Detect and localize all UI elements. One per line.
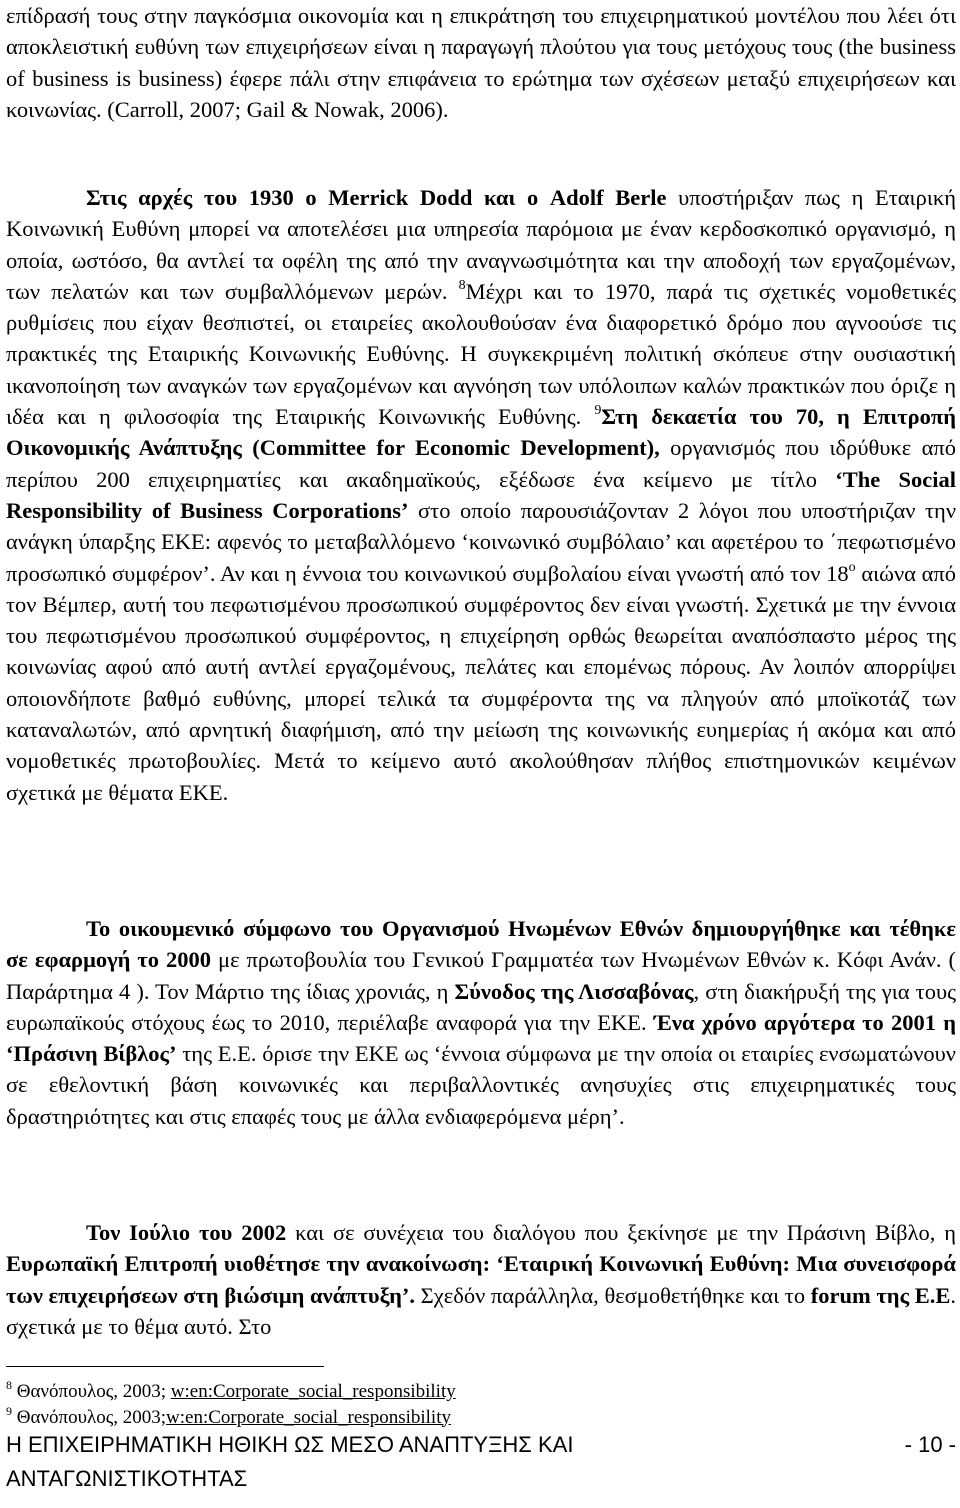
- paragraph-intro-continuation: [6, 0, 956, 125]
- paragraph-text: Μέχρι και το 1970, παρά τις σχετικές νομοθετικές ρυθμίσεις που είχαν θεσπιστεί, οι εταιρείες ακολουθούσαν ένα διαφορετικό δρόμο που αγνοούσε τις πρακτικές της Εταιρικής Κοινωνικής Ευθύνης. Η συγκεκριμένη πολιτική σκόπευε στην ουσιαστική ικανοποίηση των αναγκών των εργαζομένων και αγνόηση των υπόλοιπων καλών πρακτικών που όριζε η ιδέα και η φιλοσοφία της Εταιρικής Κοινωνικής Ευθύνης.: [6, 278, 956, 430]
- footer-title: Η ΕΠΙΧΕΙΡΗΜΑΤΙΚΗ ΗΘΙΚΗ ΩΣ ΜΕΣΟ ΑΝΑΠΤΥΞΗΣ ΚΑΙ ΑΝΤΑΓΩΝΙΣΤΙΚΟΤΗΤΑΣ: [6, 1432, 574, 1491]
- bold-phrase: Τον Ιούλιο του 2002: [86, 1220, 287, 1245]
- page-number: - 10 -: [904, 1432, 956, 1457]
- paragraph-text: , στη διακήρυξή της για τους ευρωπαϊκούς στόχους έως το 2010, περιέλαβε αναφορά για την ΕΚΕ.: [6, 978, 956, 1035]
- paragraph-text: επίδρασή τους στην παγκόσμια οικονομία και η επικράτηση του επιχειρηματικού μοντέλου που λέει ότι αποκλειστική ευθύνη των επιχειρήσεων είναι η παραγωγή πλούτου για τους μετόχους τους (the business of business is business) έφερε πάλι στην επιφάνεια το ερώτημα των σχέσεων μεταξύ επιχειρήσεων και κοινωνίας. (Carroll, 2007; Gail & Nowak, 2006).: [6, 3, 956, 122]
- paragraph-text: αιώνα από τον Βέμπερ, αυτή του πεφωτισμένου προσωπικού συμφέροντος δεν είναι γνωστή. Σχετικά με την έννοια του πεφωτισμένου προσωπικού συμφέροντος, η επιχείρηση ορθώς θεωρείται αναπόσπαστο μέρος της κοινωνίας αφού από αυτή αντλεί εργαζομένους, πελάτες και επομένως πόρους. Αν λοιπόν απορρίψει οποιονδήποτε βαθμό ευθύνης, μπορεί τελικά τα συμφέροντα της να πληγούν από μποϊκοτάζ των καταναλωτών, από αρνητική διαφήμιση, από την μείωση της κοινωνικής ευημερίας ή ακόμα και από νομοθετικές πρωτοβουλίες. Μετά το κείμενο αυτό ακολούθησαν πλήθος επιστημονικών κειμένων σχετικά με θέματα ΕΚΕ.: [6, 560, 956, 805]
- footnote-separator: [6, 1366, 324, 1367]
- footnote-number: 9: [6, 1403, 12, 1418]
- bold-phrase: Στη δεκαετία του 70, η Επιτροπή Οικονομικής Ανάπτυξης (Committee for Economic Development),: [6, 404, 956, 461]
- bold-phrase: forum της Ε.Ε: [810, 1282, 951, 1308]
- paragraph-un-global-compact: [6, 913, 956, 1132]
- footnote-link[interactable]: w:en:Corporate_social_responsibility: [170, 1381, 456, 1402]
- footnote-item: [6, 1405, 906, 1431]
- footnote-text: Θανόπουλος, 2003;: [12, 1381, 171, 1402]
- paragraph-eu-commission: [6, 1217, 956, 1342]
- footnote-number: 8: [6, 1378, 12, 1392]
- bold-phrase: ‘The Social Responsibility of Business Corporations’: [6, 466, 956, 523]
- bold-phrase: Σύνοδος της Λισσαβόνας: [454, 978, 694, 1004]
- bold-phrase: Στις αρχές του 1930 ο Merrick Dodd και ο Adolf Berle: [86, 185, 667, 210]
- footnote-ref-8[interactable]: 8: [458, 277, 466, 293]
- paragraph-text: της Ε.Ε. όρισε την ΕΚΕ ως ‘έννοια σύμφωνα με την οποία οι εταιρίες ενσωματώνουν σε εθελοντική βάση κοινωνικές και περιβαλλοντικές ανησυχίες στις επιχειρηματικές τους δραστηριότητες και στις επαφές τους με άλλα ενδιαφερόμενα μέρη’.: [6, 1041, 956, 1129]
- footnote-ref-9[interactable]: 9: [594, 403, 602, 419]
- paragraph-text: οργανισμός που ιδρύθυκε από περίπου 200 επιχειρηματίες και ακαδημαϊκούς, εξέδωσε ένα κείμενο με τίτλο: [6, 435, 956, 492]
- footnotes: [6, 1379, 906, 1430]
- paragraph-text: και σε συνέχεια του διαλόγου που ξεκίνησε με την Πράσινη Βίβλο, η: [286, 1220, 957, 1245]
- paragraph-history: [6, 182, 956, 808]
- bold-phrase: Ευρωπαϊκή Επιτροπή υιοθέτησε την ανακοίνωση: ‘Εταιρική Κοινωνική Ευθύνη: Μια συνεισφορά των επιχειρήσεων στη βιώσιμη ανάπτυξη’.: [6, 1251, 956, 1308]
- bold-phrase: Ένα χρόνο αργότερα το 2001 η ‘Πράσινη Βίβλος’: [6, 1009, 956, 1067]
- footnote-text: Θανόπουλος, 2003;: [12, 1406, 167, 1428]
- paragraph-text: υποστήριξαν πως η Εταιρική Κοινωνική Ευθύνη μπορεί να αποτελέσει μια υπηρεσία παρόμοια με έναν κερδοσκοπικό οργανισμό, η οποία, ωστόσο, θα αντλεί τα οφέλη της από την αναγνωσιμότητα και την αποδοχή των εργαζομένων, των πελατών και των συμβαλλόμενων μερών.: [6, 185, 956, 304]
- footnote-item: [6, 1379, 906, 1405]
- footnote-link[interactable]: w:en:Corporate_social_responsibility: [166, 1406, 451, 1428]
- bold-phrase: Το οικουμενικό σύμφωνο του Οργανισμού Ηνωμένων Εθνών δημιουργήθηκε και τέθηκε σε εφαρμογή το 2000: [6, 916, 956, 973]
- paragraph-text: με πρωτοβουλία του Γενικού Γραμματέα των Ηνωμένων Εθνών κ. Κόφι Ανάν. ( Παράρτημα 4 ). Τον Μάρτιο της ίδιας χρονιάς, η: [6, 947, 956, 1004]
- paragraph-text: Σχεδόν παράλληλα, θεσμοθετήθηκε και το: [415, 1282, 811, 1308]
- paragraph-text: . σχετικά με το θέμα αυτό. Στο: [6, 1282, 957, 1339]
- superscript-ordinal: ο: [848, 559, 856, 575]
- paragraph-text: στο οποίο παρουσιάζονταν 2 λόγοι που υποστήριζαν την ανάγκη ύπαρξης ΕΚΕ: αφενός το μεταβαλλόμενο ‘κοινωνικό συμβόλαιο’ και αφετέρου το ΄πεφωτισμένο προσωπικό συμφέρον’. Αν και η έννοια του κοινωνικού συμβολαίου είναι γνωστή από τον 18: [6, 497, 956, 586]
